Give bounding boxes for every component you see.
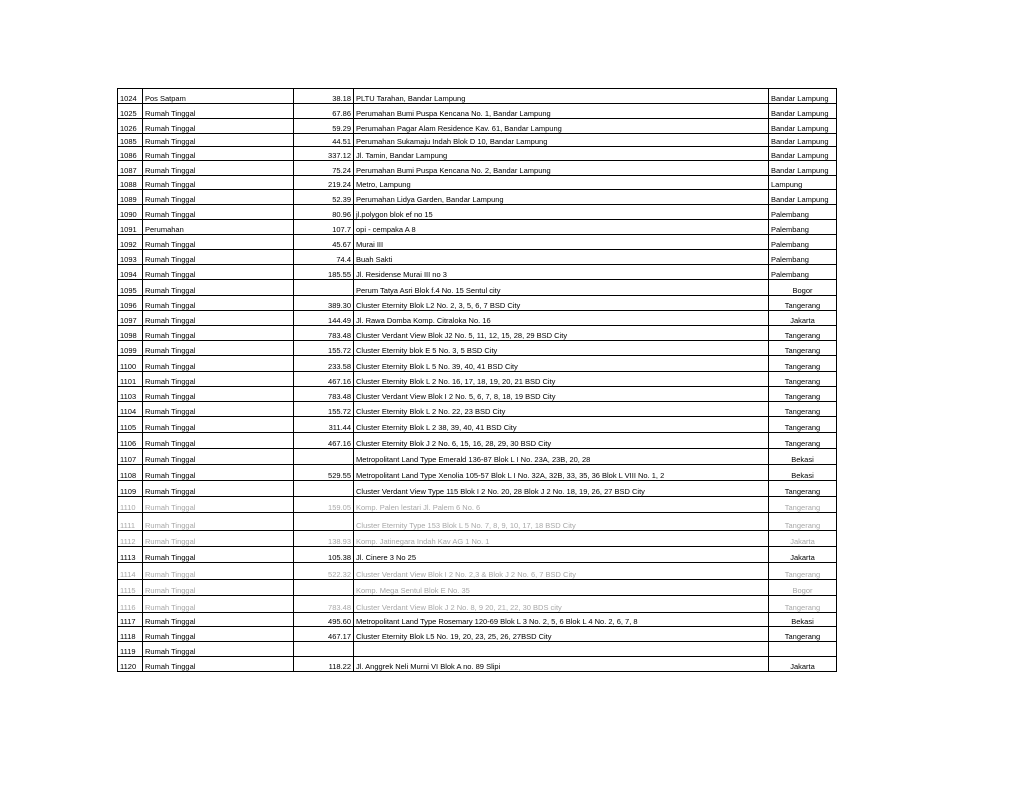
row-number-cell: 1116 xyxy=(118,596,143,613)
city-cell xyxy=(769,642,837,657)
table-row xyxy=(118,326,837,341)
address-cell: Cluster Eternity Blok L2 No. 2, 3, 5, 6, 7 BSD City xyxy=(354,296,769,311)
table-row xyxy=(118,311,837,326)
row-number-cell: 1113 xyxy=(118,547,143,563)
city-cell: Tangerang xyxy=(769,497,837,513)
table-row xyxy=(118,481,837,497)
building-type-cell: Perumahan xyxy=(143,220,294,235)
city-cell: Tangerang xyxy=(769,372,837,387)
area-cell: 59.29 xyxy=(294,119,354,134)
city-cell: Bekasi xyxy=(769,449,837,465)
address-cell: Cluster Eternity Blok L 2 38, 39, 40, 41 BSD City xyxy=(354,417,769,433)
city-cell: Palembang xyxy=(769,265,837,280)
area-cell: 783.48 xyxy=(294,387,354,402)
table-row xyxy=(118,642,837,657)
city-cell: Bandar Lampung xyxy=(769,119,837,134)
row-number-cell: 1093 xyxy=(118,250,143,265)
address-cell: jl.polygon blok ef no 15 xyxy=(354,205,769,220)
row-number-cell: 1094 xyxy=(118,265,143,280)
city-cell: Jakarta xyxy=(769,531,837,547)
table-row xyxy=(118,341,837,356)
building-type-cell: Rumah Tinggal xyxy=(143,627,294,642)
address-cell: Metropolitant Land Type Xenolia 105-57 Blok L I No. 32A, 32B, 33, 35, 36 Blok L VIII No. 1, 2 xyxy=(354,465,769,481)
area-cell: 522.32 xyxy=(294,563,354,580)
area-cell: 75.24 xyxy=(294,161,354,176)
row-number-cell: 1026 xyxy=(118,119,143,134)
row-number-cell: 1109 xyxy=(118,481,143,497)
row-number-cell: 1089 xyxy=(118,190,143,205)
table-row xyxy=(118,89,837,104)
address-cell: Buah Sakti xyxy=(354,250,769,265)
area-cell xyxy=(294,481,354,497)
table-row xyxy=(118,402,837,417)
building-type-cell: Rumah Tinggal xyxy=(143,326,294,341)
building-type-cell: Rumah Tinggal xyxy=(143,134,294,147)
area-cell: 783.48 xyxy=(294,596,354,613)
table-row xyxy=(118,176,837,190)
table-body xyxy=(118,89,837,672)
row-number-cell: 1086 xyxy=(118,147,143,161)
table-row xyxy=(118,134,837,147)
city-cell: Bandar Lampung xyxy=(769,147,837,161)
city-cell: Tangerang xyxy=(769,417,837,433)
address-cell: Cluster Verdant View Blok I 2 No. 5, 6, 7, 8, 18, 19 BSD City xyxy=(354,387,769,402)
area-cell: 233.58 xyxy=(294,356,354,372)
row-number-cell: 1085 xyxy=(118,134,143,147)
area-cell: 219.24 xyxy=(294,176,354,190)
city-cell: Tangerang xyxy=(769,627,837,642)
address-cell: Jl. Rawa Domba Komp. Citraloka No. 16 xyxy=(354,311,769,326)
area-cell: 159.05 xyxy=(294,497,354,513)
building-type-cell: Rumah Tinggal xyxy=(143,311,294,326)
building-type-cell: Rumah Tinggal xyxy=(143,280,294,296)
address-cell: Komp. Jatinegara Indah Kav AG 1 No. 1 xyxy=(354,531,769,547)
address-cell: Murai III xyxy=(354,235,769,250)
area-cell: 155.72 xyxy=(294,341,354,356)
table-row xyxy=(118,265,837,280)
area-cell: 144.49 xyxy=(294,311,354,326)
city-cell: Bogor xyxy=(769,280,837,296)
building-type-cell: Rumah Tinggal xyxy=(143,613,294,627)
area-cell: 52.39 xyxy=(294,190,354,205)
area-cell: 783.48 xyxy=(294,326,354,341)
city-cell: Tangerang xyxy=(769,433,837,449)
row-number-cell: 1095 xyxy=(118,280,143,296)
city-cell: Tangerang xyxy=(769,563,837,580)
row-number-cell: 1098 xyxy=(118,326,143,341)
table-row xyxy=(118,417,837,433)
address-cell: Cluster Verdant View Blok I 2 No. 2,3 & Blok J 2 No. 6, 7 BSD City xyxy=(354,563,769,580)
address-cell: Komp. Mega Sentul Blok E No. 35 xyxy=(354,580,769,596)
area-cell: 80.96 xyxy=(294,205,354,220)
row-number-cell: 1117 xyxy=(118,613,143,627)
row-number-cell: 1100 xyxy=(118,356,143,372)
table-row xyxy=(118,235,837,250)
building-type-cell: Rumah Tinggal xyxy=(143,372,294,387)
area-cell: 311.44 xyxy=(294,417,354,433)
address-cell: Cluster Eternity Blok J 2 No. 6, 15, 16, 28, 29, 30 BSD City xyxy=(354,433,769,449)
table-row xyxy=(118,465,837,481)
building-type-cell: Rumah Tinggal xyxy=(143,119,294,134)
area-cell: 529.55 xyxy=(294,465,354,481)
row-number-cell: 1104 xyxy=(118,402,143,417)
building-type-cell: Rumah Tinggal xyxy=(143,161,294,176)
building-type-cell: Rumah Tinggal xyxy=(143,596,294,613)
address-cell: Jl. Residense Murai III no 3 xyxy=(354,265,769,280)
building-type-cell: Rumah Tinggal xyxy=(143,513,294,531)
building-type-cell: Rumah Tinggal xyxy=(143,147,294,161)
row-number-cell: 1108 xyxy=(118,465,143,481)
table-row xyxy=(118,280,837,296)
city-cell: Tangerang xyxy=(769,326,837,341)
row-number-cell: 1106 xyxy=(118,433,143,449)
row-number-cell: 1092 xyxy=(118,235,143,250)
city-cell: Bandar Lampung xyxy=(769,161,837,176)
building-type-cell: Rumah Tinggal xyxy=(143,449,294,465)
area-cell: 45.67 xyxy=(294,235,354,250)
table-row xyxy=(118,250,837,265)
city-cell: Bandar Lampung xyxy=(769,89,837,104)
building-type-cell: Rumah Tinggal xyxy=(143,104,294,119)
address-cell: Metro, Lampung xyxy=(354,176,769,190)
building-type-cell: Rumah Tinggal xyxy=(143,176,294,190)
building-type-cell: Rumah Tinggal xyxy=(143,481,294,497)
building-type-cell: Rumah Tinggal xyxy=(143,356,294,372)
area-cell xyxy=(294,449,354,465)
city-cell: Palembang xyxy=(769,250,837,265)
area-cell: 67.86 xyxy=(294,104,354,119)
address-cell: Cluster Eternity Blok L 2 No. 22, 23 BSD City xyxy=(354,402,769,417)
row-number-cell: 1118 xyxy=(118,627,143,642)
address-cell: Cluster Eternity Blok L 2 No. 16, 17, 18, 19, 20, 21 BSD City xyxy=(354,372,769,387)
table-row xyxy=(118,657,837,672)
table-row xyxy=(118,613,837,627)
city-cell: Bandar Lampung xyxy=(769,190,837,205)
table-row xyxy=(118,296,837,311)
area-cell: 74.4 xyxy=(294,250,354,265)
table-row xyxy=(118,190,837,205)
area-cell xyxy=(294,642,354,657)
address-cell: Komp. Palen lestari Jl. Palem 6 No. 6 xyxy=(354,497,769,513)
city-cell: Bandar Lampung xyxy=(769,104,837,119)
building-type-cell: Rumah Tinggal xyxy=(143,433,294,449)
city-cell: Jakarta xyxy=(769,657,837,672)
city-cell: Jakarta xyxy=(769,547,837,563)
building-type-cell: Rumah Tinggal xyxy=(143,250,294,265)
area-cell: 155.72 xyxy=(294,402,354,417)
city-cell: Tangerang xyxy=(769,387,837,402)
address-cell: Jl. Anggrek Neli Murni VI Blok A no. 89 Slipi xyxy=(354,657,769,672)
table-row xyxy=(118,220,837,235)
area-cell xyxy=(294,280,354,296)
building-type-cell: Rumah Tinggal xyxy=(143,497,294,513)
city-cell: Palembang xyxy=(769,235,837,250)
row-number-cell: 1112 xyxy=(118,531,143,547)
row-number-cell: 1024 xyxy=(118,89,143,104)
row-number-cell: 1103 xyxy=(118,387,143,402)
building-type-cell: Rumah Tinggal xyxy=(143,205,294,220)
address-cell: Perumahan Bumi Puspa Kencana No. 1, Bandar Lampung xyxy=(354,104,769,119)
table-row xyxy=(118,372,837,387)
city-cell: Bekasi xyxy=(769,465,837,481)
city-cell: Bekasi xyxy=(769,613,837,627)
area-cell: 44.51 xyxy=(294,134,354,147)
table-row xyxy=(118,531,837,547)
row-number-cell: 1105 xyxy=(118,417,143,433)
area-cell: 38.18 xyxy=(294,89,354,104)
address-cell: Jl. Cinere 3 No 25 xyxy=(354,547,769,563)
address-cell: Metropolitant Land Type Rosemary 120-69 Blok L 3 No. 2, 5, 6 Blok L 4 No. 2, 6, 7, 8 xyxy=(354,613,769,627)
row-number-cell: 1088 xyxy=(118,176,143,190)
row-number-cell: 1090 xyxy=(118,205,143,220)
address-cell: Cluster Eternity Blok L 5 No. 39, 40, 41 BSD City xyxy=(354,356,769,372)
table-row xyxy=(118,497,837,513)
address-cell: opi - cempaka A 8 xyxy=(354,220,769,235)
area-cell: 105.38 xyxy=(294,547,354,563)
address-cell: Cluster Verdant View Type 115 Blok I 2 No. 20, 28 Blok J 2 No. 18, 19, 26, 27 BSD City xyxy=(354,481,769,497)
building-type-cell: Rumah Tinggal xyxy=(143,417,294,433)
city-cell: Lampung xyxy=(769,176,837,190)
row-number-cell: 1111 xyxy=(118,513,143,531)
table-row xyxy=(118,433,837,449)
area-cell xyxy=(294,580,354,596)
table-row xyxy=(118,119,837,134)
table-row xyxy=(118,387,837,402)
address-cell: Cluster Eternity Blok L5 No. 19, 20, 23, 25, 26, 27BSD City xyxy=(354,627,769,642)
row-number-cell: 1119 xyxy=(118,642,143,657)
city-cell: Bogor xyxy=(769,580,837,596)
table-row xyxy=(118,627,837,642)
address-cell: PLTU Tarahan, Bandar Lampung xyxy=(354,89,769,104)
address-cell: Perumahan Pagar Alam Residence Kav. 61, Bandar Lampung xyxy=(354,119,769,134)
address-cell xyxy=(354,642,769,657)
table-row xyxy=(118,104,837,119)
area-cell: 495.60 xyxy=(294,613,354,627)
city-cell: Tangerang xyxy=(769,481,837,497)
table-row xyxy=(118,449,837,465)
city-cell: Tangerang xyxy=(769,596,837,613)
row-number-cell: 1120 xyxy=(118,657,143,672)
area-cell: 467.17 xyxy=(294,627,354,642)
row-number-cell: 1097 xyxy=(118,311,143,326)
table-row xyxy=(118,563,837,580)
table-row xyxy=(118,356,837,372)
building-type-cell: Rumah Tinggal xyxy=(143,465,294,481)
area-cell: 138.93 xyxy=(294,531,354,547)
building-type-cell: Rumah Tinggal xyxy=(143,387,294,402)
city-cell: Tangerang xyxy=(769,296,837,311)
building-type-cell: Rumah Tinggal xyxy=(143,657,294,672)
city-cell: Tangerang xyxy=(769,402,837,417)
area-cell: 337.12 xyxy=(294,147,354,161)
table-row xyxy=(118,547,837,563)
row-number-cell: 1115 xyxy=(118,580,143,596)
row-number-cell: 1114 xyxy=(118,563,143,580)
city-cell: Jakarta xyxy=(769,311,837,326)
city-cell: Tangerang xyxy=(769,356,837,372)
area-cell: 389.30 xyxy=(294,296,354,311)
table-row xyxy=(118,580,837,596)
table-row xyxy=(118,596,837,613)
table-row xyxy=(118,513,837,531)
area-cell xyxy=(294,513,354,531)
table-row xyxy=(118,205,837,220)
address-cell: Metropolitant Land Type Emerald 136-87 Blok L I No. 23A, 23B, 20, 28 xyxy=(354,449,769,465)
building-type-cell: Rumah Tinggal xyxy=(143,296,294,311)
row-number-cell: 1099 xyxy=(118,341,143,356)
address-cell: Cluster Eternity blok E 5 No. 3, 5 BSD City xyxy=(354,341,769,356)
address-cell: Jl. Tamin, Bandar Lampung xyxy=(354,147,769,161)
building-type-cell: Rumah Tinggal xyxy=(143,563,294,580)
building-type-cell: Rumah Tinggal xyxy=(143,402,294,417)
building-type-cell: Rumah Tinggal xyxy=(143,265,294,280)
address-cell: Perumahan Lidya Garden, Bandar Lampung xyxy=(354,190,769,205)
building-type-cell: Rumah Tinggal xyxy=(143,642,294,657)
building-type-cell: Rumah Tinggal xyxy=(143,580,294,596)
city-cell: Bandar Lampung xyxy=(769,134,837,147)
building-type-cell: Rumah Tinggal xyxy=(143,547,294,563)
row-number-cell: 1096 xyxy=(118,296,143,311)
address-cell: Perumahan Bumi Puspa Kencana No. 2, Bandar Lampung xyxy=(354,161,769,176)
table-row xyxy=(118,147,837,161)
area-cell: 185.55 xyxy=(294,265,354,280)
row-number-cell: 1110 xyxy=(118,497,143,513)
city-cell: Palembang xyxy=(769,205,837,220)
row-number-cell: 1025 xyxy=(118,104,143,119)
row-number-cell: 1107 xyxy=(118,449,143,465)
area-cell: 118.22 xyxy=(294,657,354,672)
area-cell: 467.16 xyxy=(294,372,354,387)
building-type-cell: Rumah Tinggal xyxy=(143,531,294,547)
building-type-cell: Rumah Tinggal xyxy=(143,341,294,356)
address-cell: Perumahan Sukamaju Indah Blok D 10, Bandar Lampung xyxy=(354,134,769,147)
address-cell: Cluster Verdant View Blok J 2 No. 8, 9 20, 21, 22, 30 BDS city xyxy=(354,596,769,613)
building-type-cell: Rumah Tinggal xyxy=(143,235,294,250)
city-cell: Palembang xyxy=(769,220,837,235)
row-number-cell: 1087 xyxy=(118,161,143,176)
city-cell: Tangerang xyxy=(769,513,837,531)
building-type-cell: Rumah Tinggal xyxy=(143,190,294,205)
area-cell: 107.7 xyxy=(294,220,354,235)
building-type-cell: Pos Satpam xyxy=(143,89,294,104)
area-cell: 467.16 xyxy=(294,433,354,449)
address-cell: Cluster Verdant View Blok J2 No. 5, 11, 12, 15, 28, 29 BSD City xyxy=(354,326,769,341)
row-number-cell: 1091 xyxy=(118,220,143,235)
address-cell: Cluster Eternity Type 153 Blok L 5 No. 7, 8, 9, 10, 17, 18 BSD City xyxy=(354,513,769,531)
row-number-cell: 1101 xyxy=(118,372,143,387)
table-row xyxy=(118,161,837,176)
address-cell: Perum Tatya Asri Blok f.4 No. 15 Sentul city xyxy=(354,280,769,296)
city-cell: Tangerang xyxy=(769,341,837,356)
data-table xyxy=(117,88,837,672)
